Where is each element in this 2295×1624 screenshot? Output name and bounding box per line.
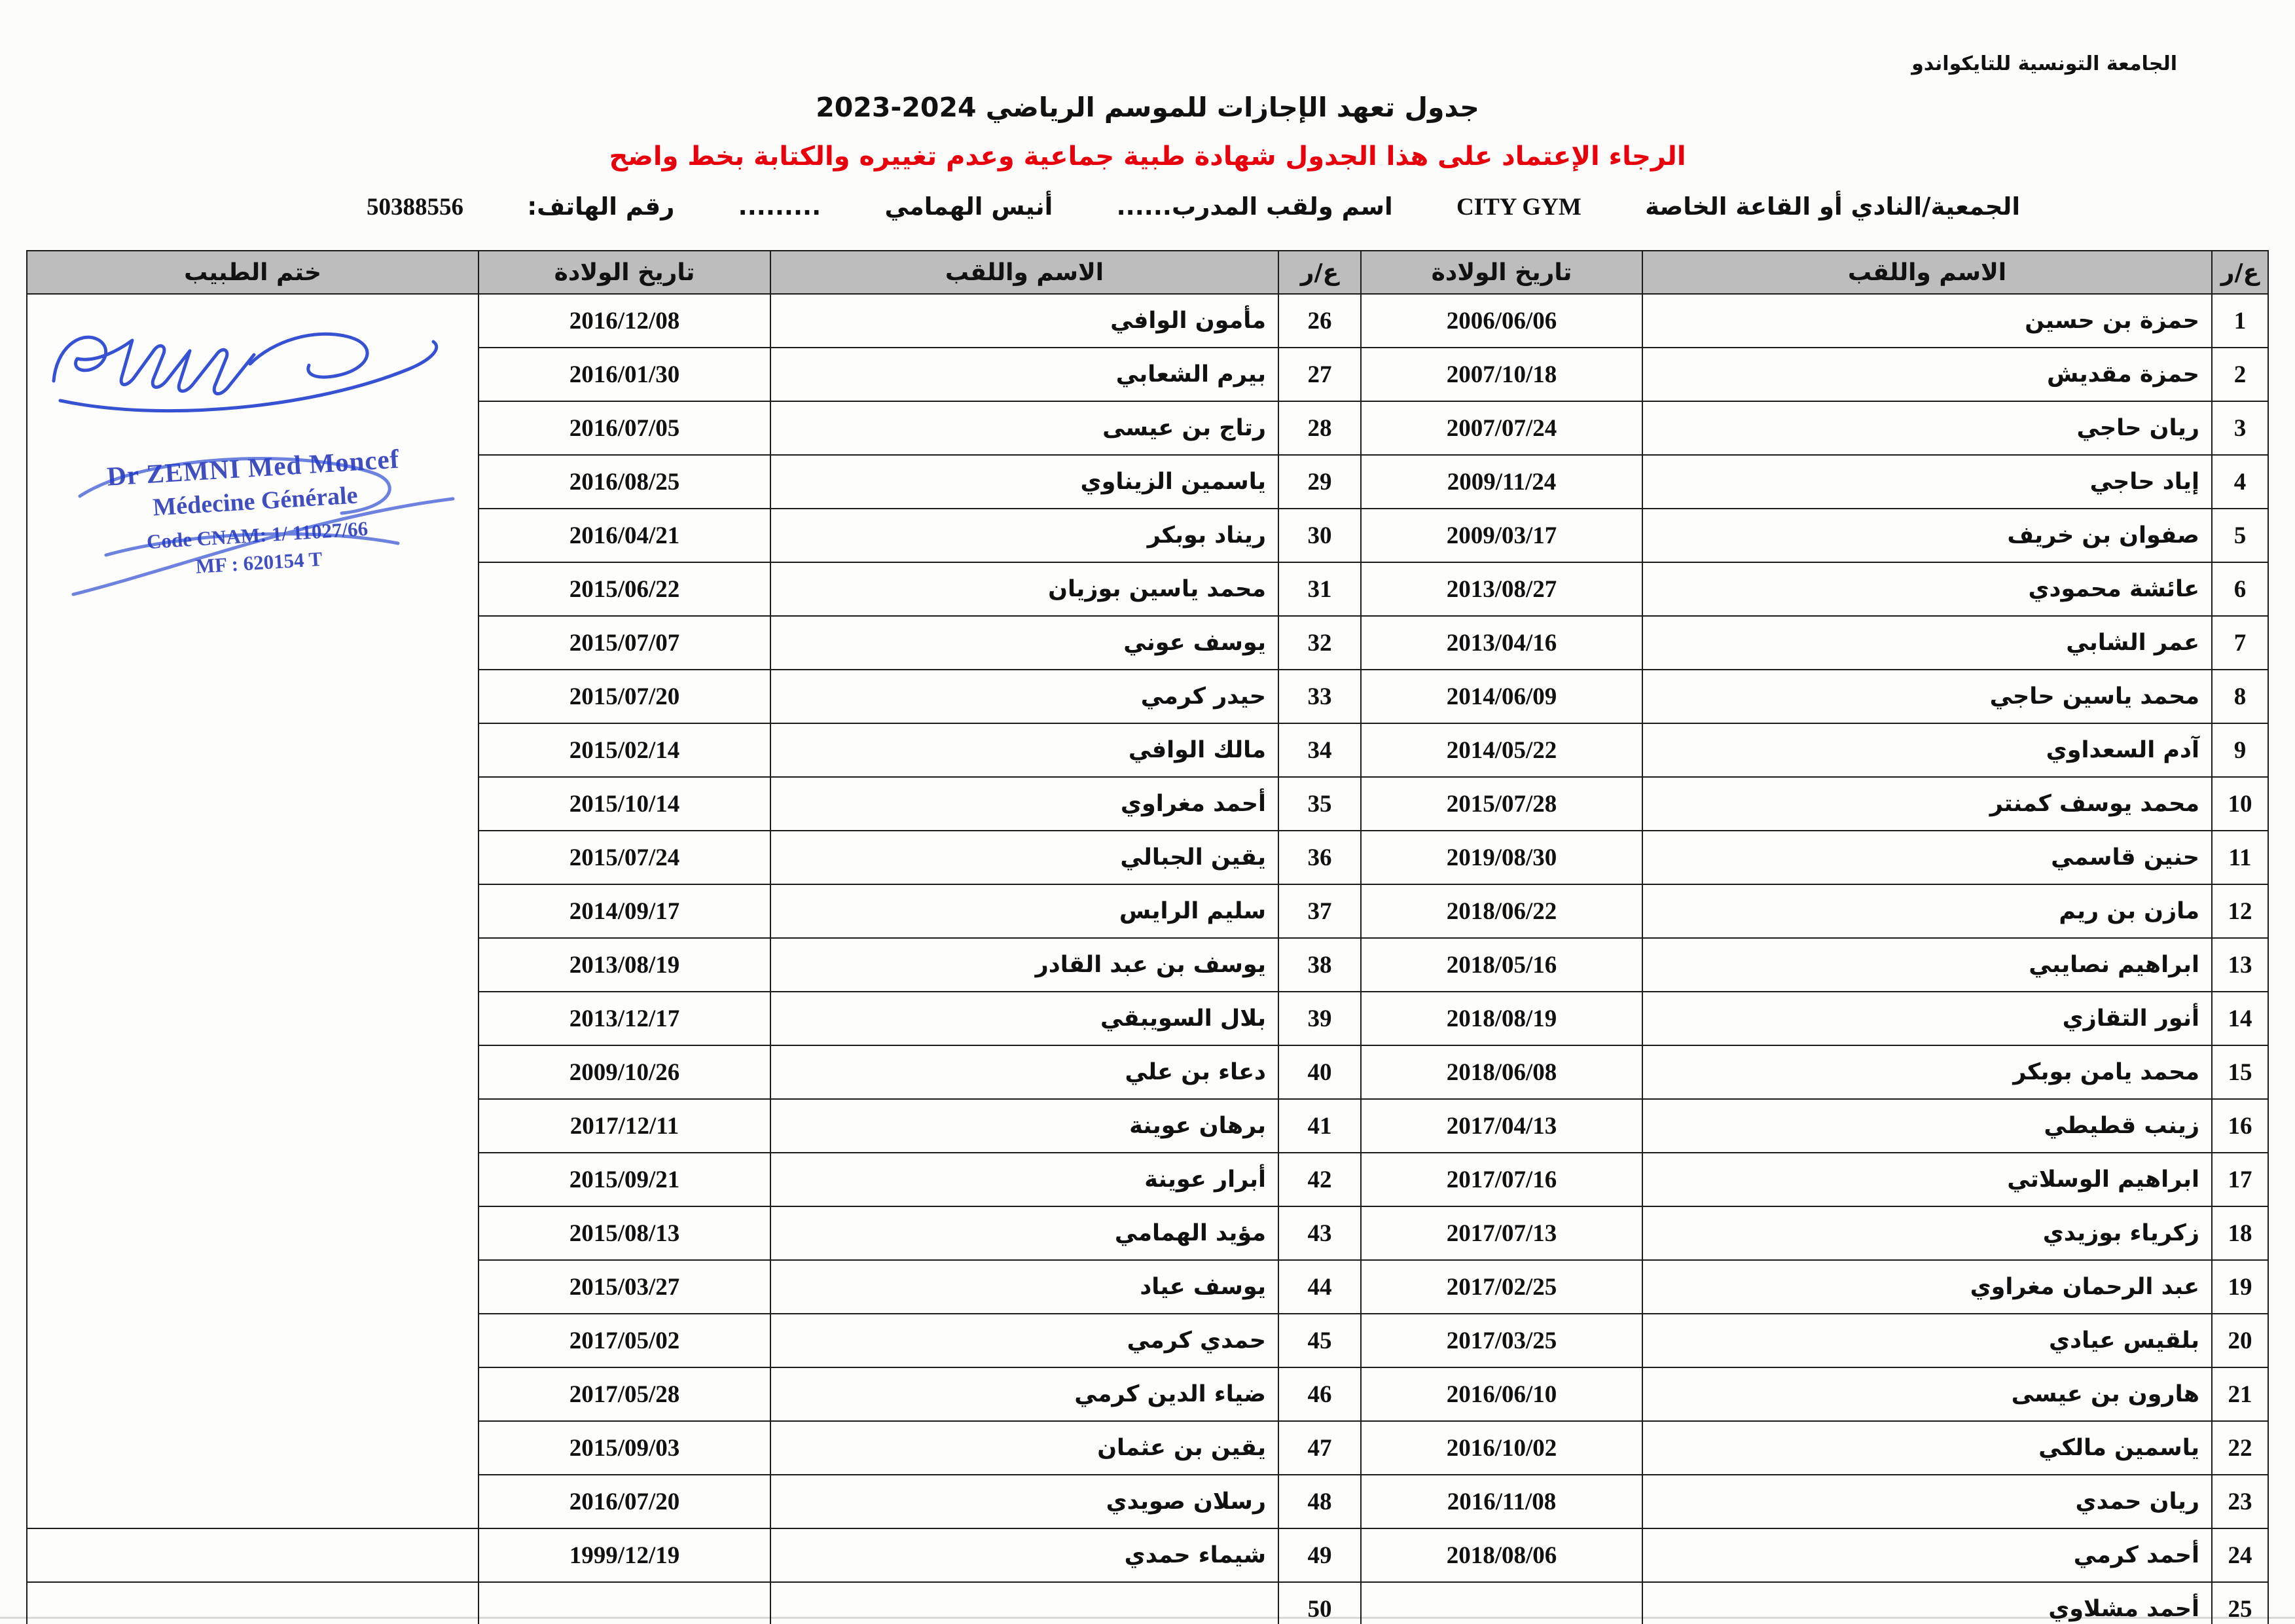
- cell-name: ياسمين الزيناوي: [770, 455, 1278, 509]
- cell-num: 21: [2212, 1367, 2268, 1421]
- cell-num: 37: [1278, 884, 1361, 938]
- cell-dob: 2017/07/13: [1361, 1206, 1642, 1260]
- cell-num: 39: [1278, 992, 1361, 1045]
- cell-num: 32: [1278, 616, 1361, 670]
- cell-num: 20: [2212, 1314, 2268, 1367]
- coach-label: اسم ولقب المدرب......: [1116, 192, 1393, 221]
- cell-dob: 2017/05/02: [479, 1314, 770, 1367]
- cell-num: 38: [1278, 938, 1361, 992]
- cell-dob: 2016/12/08: [479, 294, 770, 348]
- doctor-stamp-cell: [27, 294, 479, 1528]
- cell-dob: 2017/07/16: [1361, 1153, 1642, 1206]
- cell-dob: 2019/08/30: [1361, 831, 1642, 884]
- doctor-cnam-code: Code CNAM: 1/ 11027/66: [146, 516, 369, 554]
- cell-num: 35: [1278, 777, 1361, 831]
- cell-dob: [479, 1582, 770, 1624]
- federation-name: الجامعة التونسية للتايكواندو: [1911, 52, 2177, 75]
- cell-num: 42: [1278, 1153, 1361, 1206]
- phone-number: 50388556: [367, 194, 464, 221]
- cell-num: 1: [2212, 294, 2268, 348]
- cell-num: 19: [2212, 1260, 2268, 1314]
- table-header-row: [27, 251, 2268, 294]
- cell-num: 5: [2212, 509, 2268, 562]
- cell-dob: 1999/12/19: [479, 1528, 770, 1582]
- cell-num: 22: [2212, 1421, 2268, 1475]
- cell-name: رتاج بن عيسى: [770, 401, 1278, 455]
- cell-name: حمزة بن حسين: [1642, 294, 2212, 348]
- cell-dob: 2015/02/14: [479, 723, 770, 777]
- cell-num: 4: [2212, 455, 2268, 509]
- cell-name: دعاء بن علي: [770, 1045, 1278, 1099]
- cell-name: ياسمين مالكي: [1642, 1421, 2212, 1475]
- cell-name: محمد يامن بوبكر: [1642, 1045, 2212, 1099]
- cell-num: 16: [2212, 1099, 2268, 1153]
- cell-name: أحمد كرمي: [1642, 1528, 2212, 1582]
- cell-dob: 2015/09/03: [479, 1421, 770, 1475]
- cell-dob: 2018/08/06: [1361, 1528, 1642, 1582]
- cell-dob: 2015/09/21: [479, 1153, 770, 1206]
- cell-num: 28: [1278, 401, 1361, 455]
- cell-dob: 2015/07/07: [479, 616, 770, 670]
- cell-name: يوسف عياد: [770, 1260, 1278, 1314]
- cell-dob: 2016/07/20: [479, 1475, 770, 1528]
- cell-num: 25: [2212, 1582, 2268, 1624]
- cell-name: يوسف بن عبد القادر: [770, 938, 1278, 992]
- cell-dob: 2017/02/25: [1361, 1260, 1642, 1314]
- cell-name: ضياء الدين كرمي: [770, 1367, 1278, 1421]
- cell-num: 47: [1278, 1421, 1361, 1475]
- col-header-name-left: الاسم واللقب: [770, 251, 1278, 294]
- cell-dob: 2017/12/11: [479, 1099, 770, 1153]
- cell-dob: 2016/11/08: [1361, 1475, 1642, 1528]
- cell-name: زكرياء بوزيدي: [1642, 1206, 2212, 1260]
- col-header-num-left: ع/ر: [1278, 251, 1361, 294]
- table-row: [27, 1582, 2268, 1624]
- cell-name: آدم السعداوي: [1642, 723, 2212, 777]
- cell-name: يقين بن عثمان: [770, 1421, 1278, 1475]
- license-roster-table: [26, 250, 2269, 1624]
- cell-num: 3: [2212, 401, 2268, 455]
- cell-num: 14: [2212, 992, 2268, 1045]
- cell-dob: 2015/03/27: [479, 1260, 770, 1314]
- cell-name: عبد الرحمان مغراوي: [1642, 1260, 2212, 1314]
- cell-dob: 2013/04/16: [1361, 616, 1642, 670]
- club-label: الجمعية/النادي أو القاعة الخاصة: [1645, 192, 2020, 221]
- cell-dob: 2009/03/17: [1361, 509, 1642, 562]
- cell-dob: 2014/05/22: [1361, 723, 1642, 777]
- cell-dob: 2015/07/24: [479, 831, 770, 884]
- cell-name: أحمد مغراوي: [770, 777, 1278, 831]
- doctor-mf-code: MF : 620154 T: [194, 547, 323, 578]
- cell-num: 6: [2212, 562, 2268, 616]
- cell-num: 23: [2212, 1475, 2268, 1528]
- cell-name: يقين الجبالي: [770, 831, 1278, 884]
- cell-num: 46: [1278, 1367, 1361, 1421]
- cell-dob: 2016/10/02: [1361, 1421, 1642, 1475]
- cell-dob: 2016/01/30: [479, 348, 770, 401]
- cell-name: ابراهيم الوسلاتي: [1642, 1153, 2212, 1206]
- cell-dob: 2013/08/19: [479, 938, 770, 992]
- cell-name: ابراهيم نصايبي: [1642, 938, 2212, 992]
- cell-num: 31: [1278, 562, 1361, 616]
- cell-num: 9: [2212, 723, 2268, 777]
- cell-name: [770, 1582, 1278, 1624]
- cell-dob: 2017/03/25: [1361, 1314, 1642, 1367]
- cell-dob: 2018/05/16: [1361, 938, 1642, 992]
- cell-name: بلال السويبقي: [770, 992, 1278, 1045]
- cell-name: مؤيد الهمامي: [770, 1206, 1278, 1260]
- cell-name: عمر الشابي: [1642, 616, 2212, 670]
- cell-dob: 2018/06/22: [1361, 884, 1642, 938]
- cell-dob: 2016/06/10: [1361, 1367, 1642, 1421]
- cell-dob: 2016/08/25: [479, 455, 770, 509]
- col-header-dob-left: تاريخ الولادة: [479, 251, 770, 294]
- cell-dob: 2015/07/28: [1361, 777, 1642, 831]
- cell-dob: 2006/06/06: [1361, 294, 1642, 348]
- cell-num: 27: [1278, 348, 1361, 401]
- col-header-name-right: الاسم واللقب: [1642, 251, 2212, 294]
- cell-num: 50: [1278, 1582, 1361, 1624]
- cell-name: مالك الوافي: [770, 723, 1278, 777]
- doctor-stamp-empty-cell: [27, 1528, 479, 1582]
- cell-dob: 2009/10/26: [479, 1045, 770, 1099]
- club-info-line: [367, 192, 2020, 221]
- cell-name: أحمد مشلاوي: [1642, 1582, 2212, 1624]
- cell-name: زينب قطيطي: [1642, 1099, 2212, 1153]
- cell-num: 40: [1278, 1045, 1361, 1099]
- cell-num: 17: [2212, 1153, 2268, 1206]
- cell-dob: [1361, 1582, 1642, 1624]
- cell-dob: 2009/11/24: [1361, 455, 1642, 509]
- doctor-name: Dr ZEMNI Med Moncef: [105, 443, 401, 492]
- cell-name: برهان عوينة: [770, 1099, 1278, 1153]
- cell-name: إياد حاجي: [1642, 455, 2212, 509]
- cell-num: 11: [2212, 831, 2268, 884]
- cell-num: 10: [2212, 777, 2268, 831]
- separator-dots: .........: [738, 192, 822, 221]
- cell-name: بيرم الشعابي: [770, 348, 1278, 401]
- cell-num: 13: [2212, 938, 2268, 992]
- cell-num: 18: [2212, 1206, 2268, 1260]
- cell-num: 45: [1278, 1314, 1361, 1367]
- table-row: [27, 1528, 2268, 1582]
- cell-dob: 2015/08/13: [479, 1206, 770, 1260]
- cell-name: ريان حمدي: [1642, 1475, 2212, 1528]
- cell-num: 30: [1278, 509, 1361, 562]
- cell-name: رسلان صويدي: [770, 1475, 1278, 1528]
- cell-name: سليم الرايس: [770, 884, 1278, 938]
- cell-name: حيدر كرمي: [770, 670, 1278, 723]
- cell-num: 33: [1278, 670, 1361, 723]
- cell-name: حمزة مقديش: [1642, 348, 2212, 401]
- cell-name: هارون بن عيسى: [1642, 1367, 2212, 1421]
- coach-name: أنيس الهمامي: [884, 192, 1053, 221]
- doctor-specialty: Médecine Générale: [152, 481, 359, 522]
- col-header-doctor-stamp: ختم الطبيب: [27, 251, 479, 294]
- cell-name: محمد ياسين حاجي: [1642, 670, 2212, 723]
- cell-num: 7: [2212, 616, 2268, 670]
- cell-dob: 2018/08/19: [1361, 992, 1642, 1045]
- cell-name: ريناد بوبكر: [770, 509, 1278, 562]
- cell-dob: 2016/04/21: [479, 509, 770, 562]
- cell-dob: 2007/07/24: [1361, 401, 1642, 455]
- cell-name: يوسف عوني: [770, 616, 1278, 670]
- cell-name: أنور التقازي: [1642, 992, 2212, 1045]
- cell-num: 12: [2212, 884, 2268, 938]
- cell-num: 2: [2212, 348, 2268, 401]
- col-header-num-right: ع/ر: [2212, 251, 2268, 294]
- cell-name: حنين قاسمي: [1642, 831, 2212, 884]
- cell-num: 43: [1278, 1206, 1361, 1260]
- cell-num: 49: [1278, 1528, 1361, 1582]
- cell-dob: 2015/10/14: [479, 777, 770, 831]
- cell-num: 41: [1278, 1099, 1361, 1153]
- cell-num: 34: [1278, 723, 1361, 777]
- cell-name: مازن بن ريم: [1642, 884, 2212, 938]
- page-title: جدول تعهد الإجازات للموسم الرياضي 2024-2023: [816, 92, 1479, 123]
- phone-label: رقم الهاتف:: [527, 192, 675, 221]
- doctor-stamp-empty-cell: [27, 1582, 479, 1624]
- cell-dob: 2015/07/20: [479, 670, 770, 723]
- cell-num: 15: [2212, 1045, 2268, 1099]
- cell-num: 29: [1278, 455, 1361, 509]
- cell-dob: 2014/09/17: [479, 884, 770, 938]
- cell-num: 44: [1278, 1260, 1361, 1314]
- cell-name: مأمون الوافي: [770, 294, 1278, 348]
- cell-name: محمد ياسين بوزيان: [770, 562, 1278, 616]
- col-header-dob-right: تاريخ الولادة: [1361, 251, 1642, 294]
- cell-dob: 2018/06/08: [1361, 1045, 1642, 1099]
- table-row: [27, 294, 2268, 348]
- cell-num: 26: [1278, 294, 1361, 348]
- notice-text: الرجاء الإعتماد على هذا الجدول شهادة طبية جماعية وعدم تغييره والكتابة بخط واضح: [609, 141, 1686, 171]
- cell-num: 8: [2212, 670, 2268, 723]
- cell-num: 48: [1278, 1475, 1361, 1528]
- cell-num: 24: [2212, 1528, 2268, 1582]
- cell-num: 36: [1278, 831, 1361, 884]
- cell-dob: 2015/06/22: [479, 562, 770, 616]
- cell-dob: 2013/08/27: [1361, 562, 1642, 616]
- cell-dob: 2007/10/18: [1361, 348, 1642, 401]
- cell-name: ريان حاجي: [1642, 401, 2212, 455]
- cell-name: حمدي كرمي: [770, 1314, 1278, 1367]
- cell-name: صفوان بن خريف: [1642, 509, 2212, 562]
- cell-dob: 2014/06/09: [1361, 670, 1642, 723]
- cell-dob: 2017/04/13: [1361, 1099, 1642, 1153]
- cell-name: عائشة محمودي: [1642, 562, 2212, 616]
- cell-name: أبرار عوينة: [770, 1153, 1278, 1206]
- cell-dob: 2016/07/05: [479, 401, 770, 455]
- cell-name: شيماء حمدي: [770, 1528, 1278, 1582]
- cell-name: بلقيس عيادي: [1642, 1314, 2212, 1367]
- cell-name: محمد يوسف كمنتر: [1642, 777, 2212, 831]
- club-name: CITY GYM: [1456, 194, 1581, 221]
- cell-dob: 2013/12/17: [479, 992, 770, 1045]
- cell-dob: 2017/05/28: [479, 1367, 770, 1421]
